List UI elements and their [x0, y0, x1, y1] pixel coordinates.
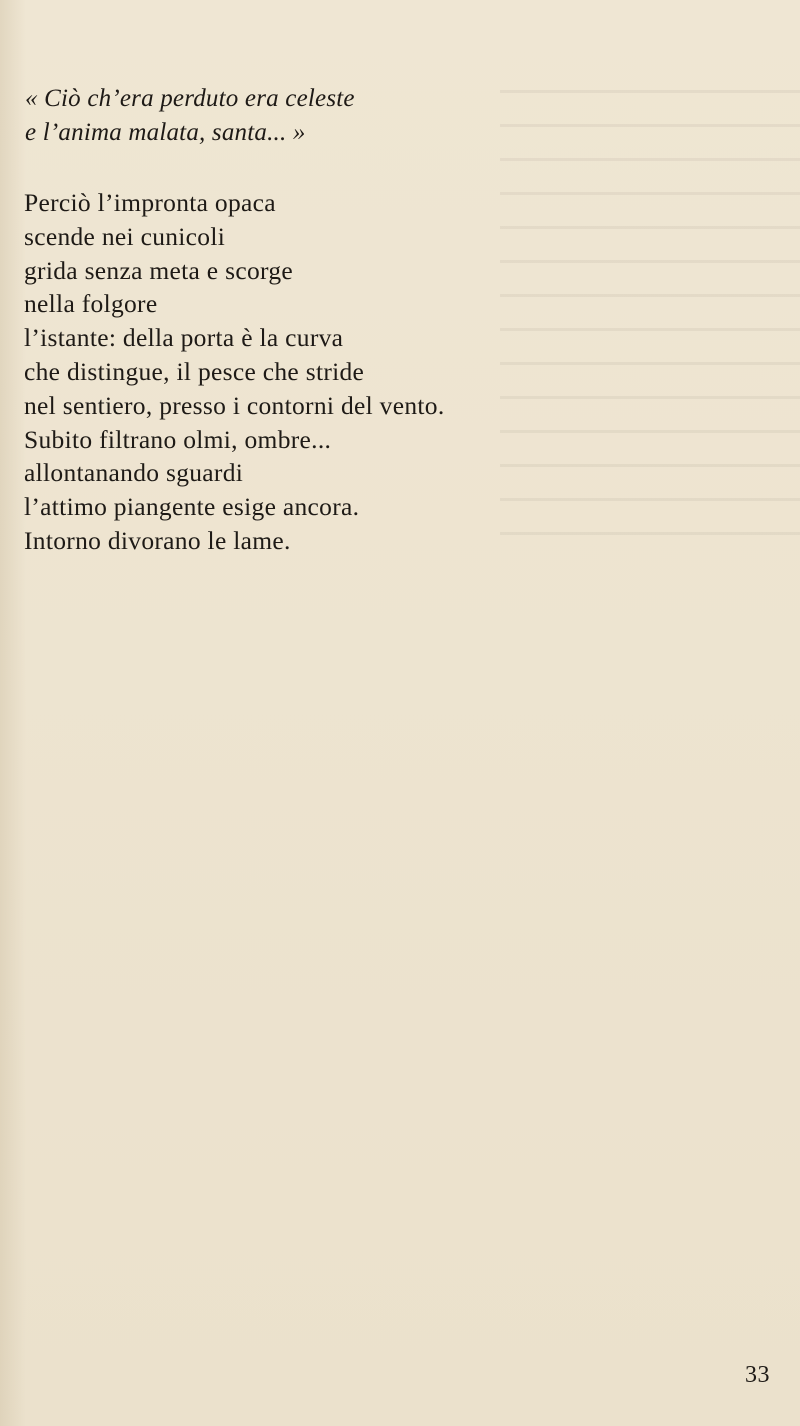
poem-line: Subito filtrano olmi, ombre...: [24, 424, 332, 454]
poem-line: allontanando sguardi: [24, 458, 244, 488]
poem-line: scende nei cunicoli: [24, 221, 226, 251]
poem-line: nel sentiero, presso i contorni del vento.: [24, 390, 445, 420]
poem-line: l’istante: della porta è la curva: [24, 323, 344, 353]
poem-line: che distingue, il pesce che stride: [24, 356, 365, 386]
poem-line: Intorno divorano le lame.: [24, 525, 291, 555]
poem-line: l’attimo piangente esige ancora.: [24, 492, 360, 522]
epigraph: [25, 82, 355, 150]
poem-line: grida senza meta e scorge: [24, 255, 293, 285]
poem-line: Perciò l’impronta opaca: [24, 188, 276, 217]
poem-body: [24, 186, 445, 558]
epigraph-line: e l’anima malata, santa... »: [25, 119, 306, 146]
show-through-text: [500, 90, 800, 560]
page-number: 33: [745, 1362, 770, 1388]
epigraph-line: « Ciò ch’era perduto era celeste: [25, 85, 355, 112]
poem-line: nella folgore: [24, 289, 158, 319]
